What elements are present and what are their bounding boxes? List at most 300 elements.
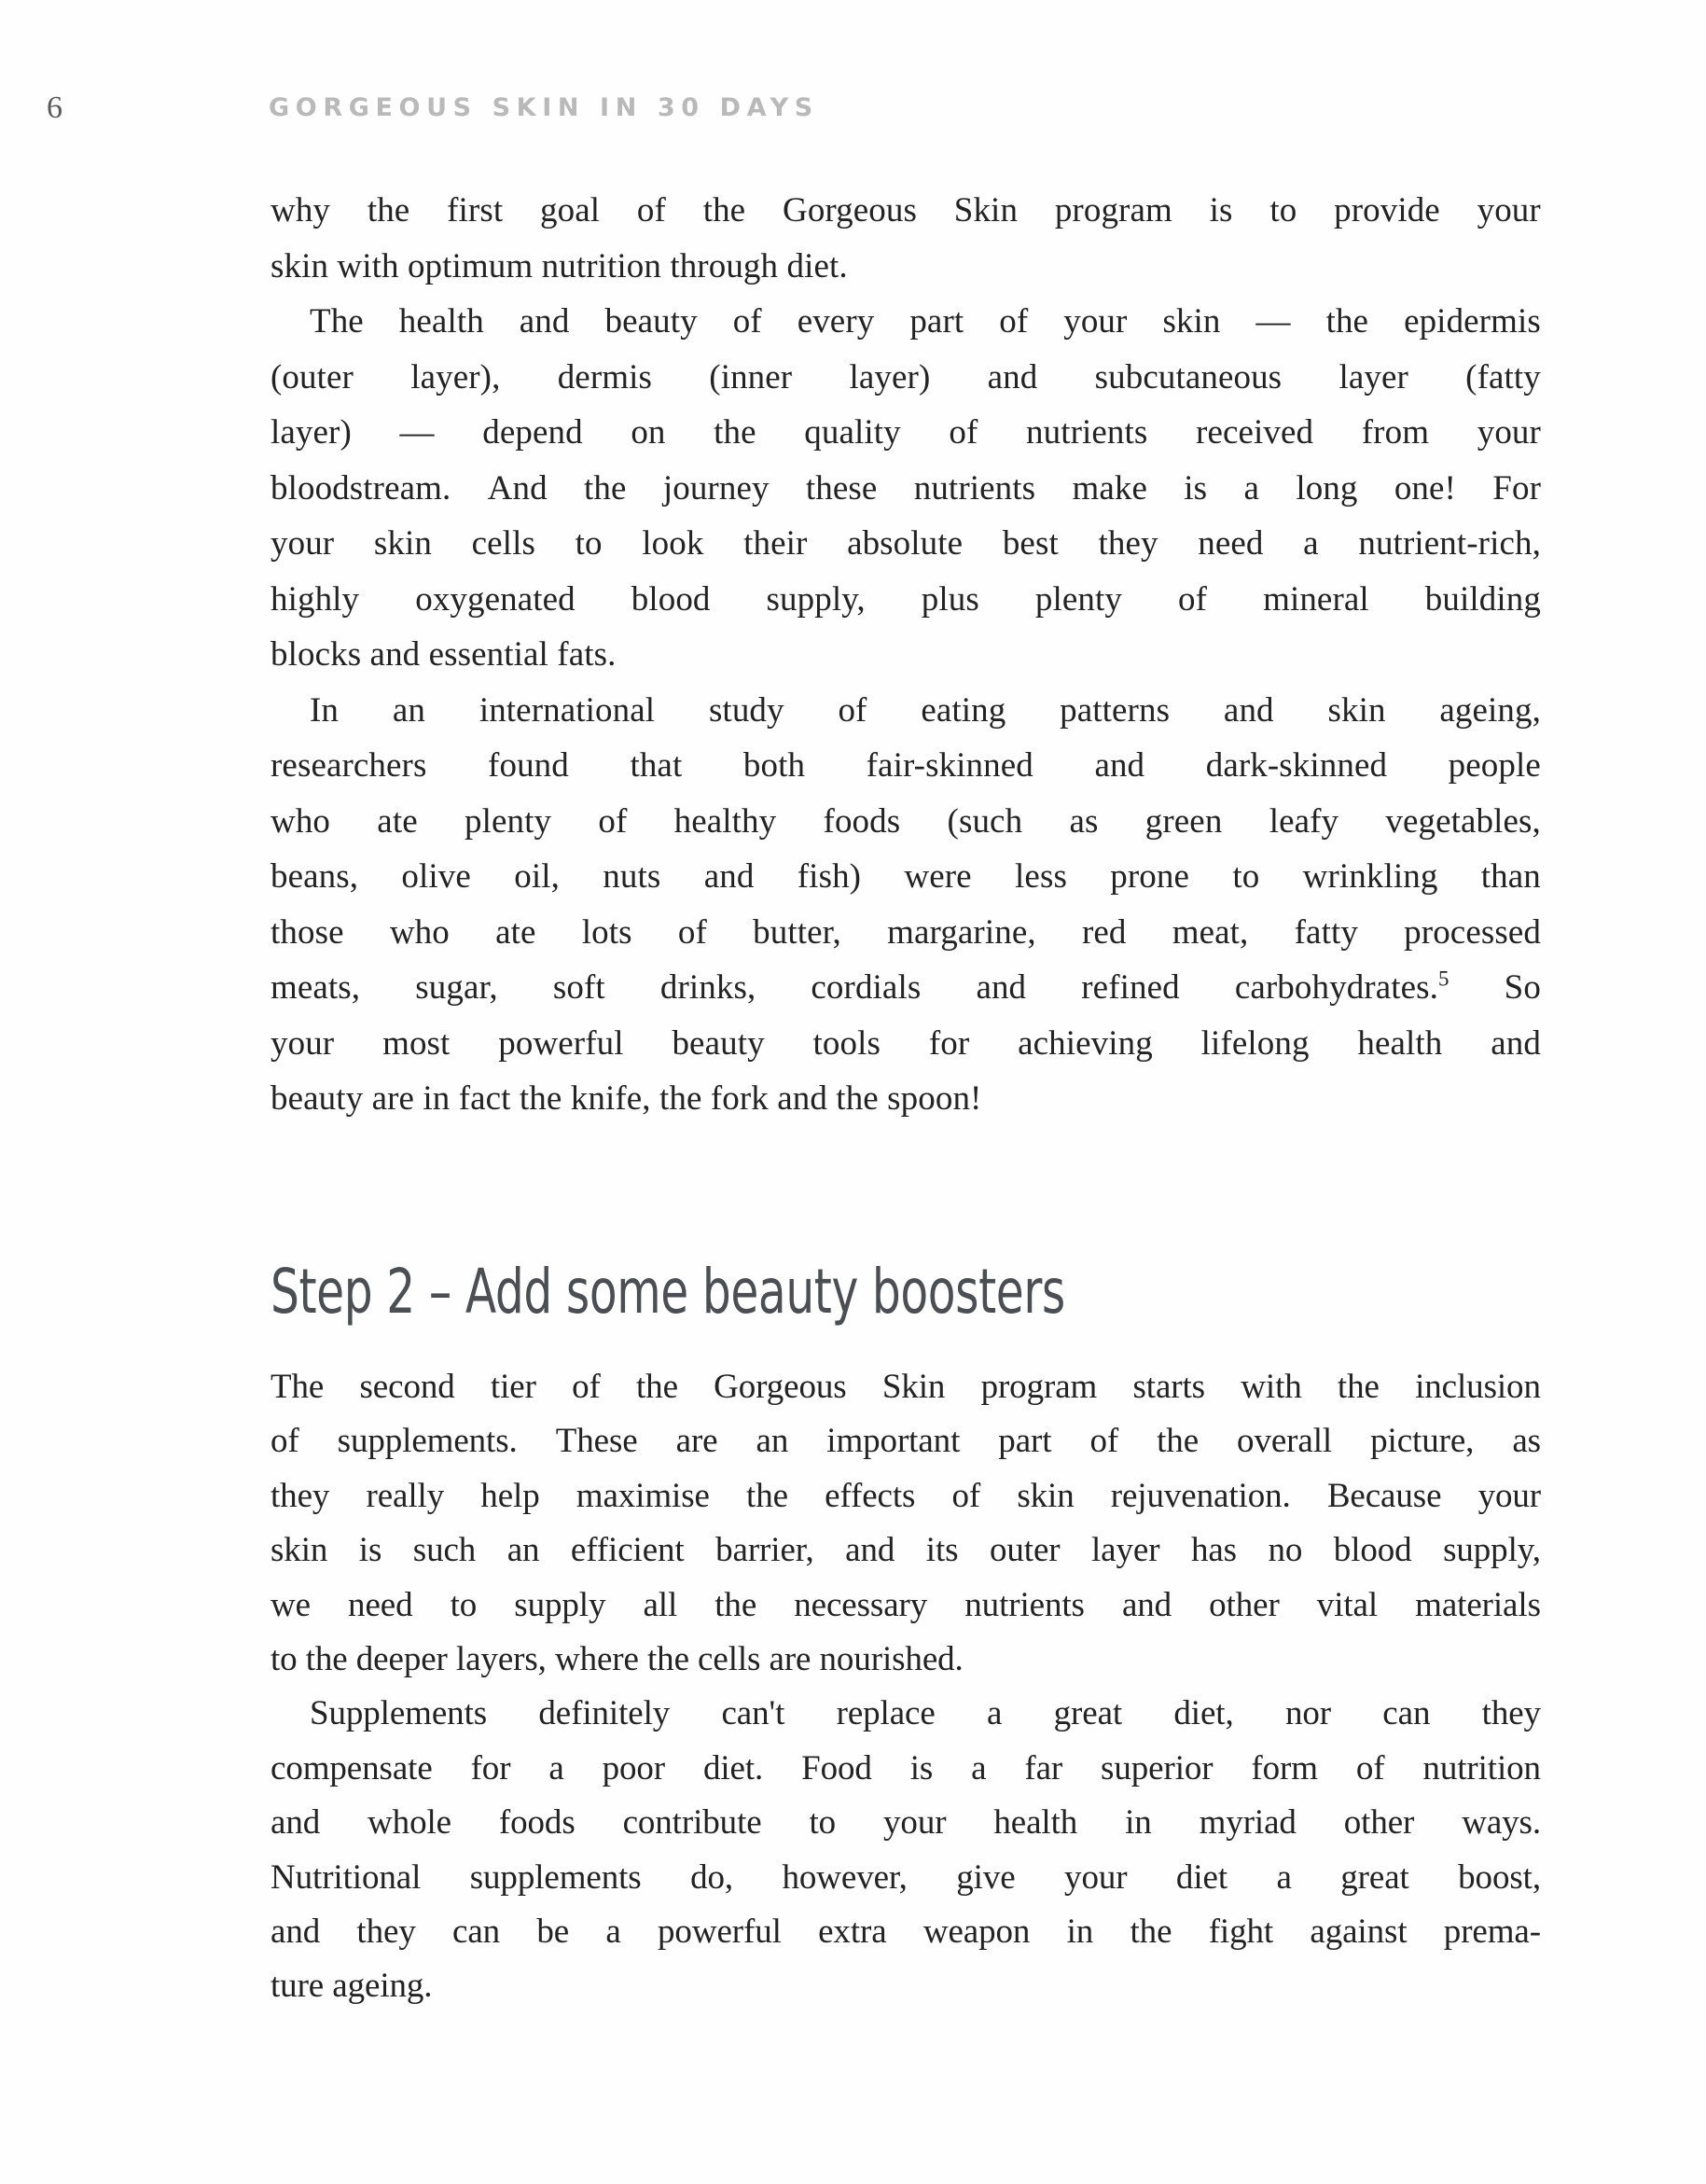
word: building	[1424, 579, 1541, 619]
word: nutrient-rich,	[1358, 524, 1541, 563]
word: a	[1303, 524, 1319, 563]
word: extra	[818, 1913, 887, 1952]
word: a	[987, 1694, 1003, 1733]
word: oil,	[514, 857, 560, 896]
word: supplements.	[337, 1422, 518, 1461]
word: people	[1448, 746, 1541, 785]
word: The	[310, 302, 364, 341]
section-two-body	[270, 1360, 1541, 2014]
text-line	[270, 1959, 1541, 2013]
word: effects	[825, 1476, 916, 1515]
word: the	[714, 413, 756, 452]
word: And	[487, 468, 548, 508]
word: great	[1053, 1694, 1123, 1733]
text-line	[270, 294, 1541, 350]
word: program	[1054, 191, 1172, 230]
word: your	[1477, 413, 1541, 452]
word: of	[999, 302, 1029, 341]
word: Food	[801, 1748, 872, 1788]
word: they	[1098, 524, 1158, 563]
word: vital	[1316, 1585, 1379, 1624]
word: nutrients	[913, 468, 1036, 508]
word: absolute	[847, 524, 964, 563]
text-line	[270, 849, 1541, 905]
page-number: 6	[47, 90, 62, 125]
word: they	[1481, 1694, 1541, 1733]
word: plenty	[1034, 579, 1122, 619]
word: and	[1094, 746, 1145, 785]
word: look	[642, 524, 704, 563]
word: is	[358, 1531, 382, 1570]
word: do,	[690, 1857, 734, 1897]
word: highly	[270, 579, 360, 619]
word: Skin	[953, 191, 1019, 230]
word: in	[1066, 1913, 1094, 1952]
word: is	[909, 1748, 934, 1788]
word: refined	[1081, 968, 1180, 1007]
word: from	[1361, 413, 1430, 452]
word: (inner	[709, 357, 793, 396]
word: layer	[1091, 1531, 1160, 1570]
word: So	[1504, 968, 1541, 1007]
word: butter,	[753, 912, 841, 952]
word: who	[270, 801, 331, 841]
word: powerful	[658, 1913, 782, 1952]
word: replace	[836, 1694, 936, 1733]
word: other	[1343, 1803, 1415, 1843]
text-line	[270, 794, 1541, 850]
footnote-marker: 5	[1438, 967, 1449, 991]
word: form	[1251, 1748, 1318, 1788]
line-text: blocks and essential fats.	[270, 635, 617, 674]
word: weapon	[922, 1913, 1031, 1952]
word: an	[756, 1422, 789, 1461]
word: patterns	[1060, 690, 1171, 730]
word: foods	[498, 1803, 576, 1843]
line-text: ture ageing.	[270, 1967, 433, 2006]
word: and	[987, 357, 1038, 396]
word: lots	[581, 912, 632, 952]
word: the	[714, 1585, 757, 1624]
word: fatty	[1294, 912, 1358, 952]
word: nor	[1284, 1694, 1331, 1733]
word: layer	[1338, 357, 1408, 396]
word: diet.	[702, 1748, 764, 1788]
text-line	[270, 1687, 1541, 1741]
word: study	[708, 690, 784, 730]
word: for	[470, 1748, 511, 1788]
word: drinks,	[659, 968, 756, 1007]
word: diet	[1175, 1857, 1228, 1897]
word: to	[809, 1803, 837, 1843]
word: superior	[1101, 1748, 1214, 1788]
word: In	[310, 690, 340, 730]
word: margarine,	[887, 912, 1036, 952]
word: beans,	[270, 857, 359, 896]
step-heading: Step 2 – Add some beauty boosters	[270, 1256, 1065, 1328]
word: your	[883, 1803, 947, 1843]
word: ate	[495, 912, 536, 952]
word: give	[956, 1857, 1016, 1897]
word: healthy	[673, 801, 777, 841]
word: For	[1492, 468, 1541, 508]
word: the	[746, 1476, 788, 1515]
word: and	[703, 857, 755, 896]
word: the	[635, 1368, 678, 1406]
word: that	[630, 746, 683, 785]
word: of	[951, 1476, 981, 1515]
text-line	[270, 1633, 1541, 1687]
word: fair-skinned	[866, 746, 1033, 785]
text-line	[270, 960, 1541, 1016]
word: a	[605, 1913, 621, 1952]
word: epidermis	[1404, 302, 1541, 341]
text-line	[270, 1414, 1541, 1468]
word: powerful	[498, 1023, 624, 1063]
word: plus	[921, 579, 979, 619]
text-line	[270, 405, 1541, 461]
word: of	[270, 1422, 299, 1461]
word: can	[1382, 1694, 1431, 1733]
word: fight	[1208, 1913, 1274, 1952]
text-line	[270, 1796, 1541, 1850]
word: supply	[514, 1585, 606, 1624]
word: of	[636, 191, 666, 230]
word: and	[270, 1913, 321, 1952]
word: such	[412, 1531, 477, 1570]
word: These	[555, 1422, 638, 1461]
word: the	[1130, 1913, 1172, 1952]
word: the	[702, 191, 746, 230]
word: olive	[401, 857, 471, 896]
word: supply,	[1443, 1531, 1541, 1570]
word: vegetables,	[1385, 801, 1541, 841]
word: need	[1198, 524, 1264, 563]
word: health	[993, 1803, 1078, 1843]
line-text: to the deeper layers, where the cells are nourished.	[270, 1640, 964, 1679]
word: make	[1072, 468, 1147, 508]
word: processed	[1404, 912, 1541, 952]
word: and	[1121, 1585, 1172, 1624]
word: on	[631, 413, 666, 452]
word: achieving	[1018, 1023, 1153, 1063]
word: subcutaneous	[1094, 357, 1283, 396]
word: these	[805, 468, 878, 508]
text-line	[270, 1523, 1541, 1578]
word: part	[909, 302, 964, 341]
word: than	[1480, 857, 1541, 896]
word: Because	[1326, 1476, 1442, 1515]
text-line	[270, 183, 1541, 239]
word: whole	[368, 1803, 451, 1843]
word: to	[1232, 857, 1260, 896]
word: nutrients	[1026, 413, 1148, 452]
word: is	[1209, 191, 1233, 230]
word: skin	[1017, 1476, 1075, 1515]
section-one-body	[270, 183, 1541, 1127]
word: picture,	[1370, 1422, 1475, 1461]
word: of	[1355, 1748, 1385, 1788]
word: Skin	[881, 1368, 946, 1406]
word: against	[1310, 1913, 1408, 1952]
word: skin	[1162, 302, 1221, 341]
word: of	[677, 912, 707, 952]
word: starts	[1132, 1368, 1205, 1406]
word: all	[643, 1585, 678, 1624]
word: prone	[1110, 857, 1190, 896]
word: one!	[1394, 468, 1456, 508]
word: are	[675, 1422, 718, 1461]
word: wrinkling	[1302, 857, 1438, 896]
word: —	[1255, 302, 1291, 341]
word: prema-	[1443, 1913, 1541, 1952]
word: long	[1296, 468, 1358, 508]
word: a	[548, 1748, 564, 1788]
word: mineral	[1263, 579, 1369, 619]
word: far	[1024, 1748, 1063, 1788]
word: second	[359, 1368, 455, 1406]
word: can't	[721, 1694, 785, 1733]
word: rejuvenation.	[1110, 1476, 1291, 1515]
text-line	[270, 350, 1541, 406]
word: best	[1002, 524, 1059, 563]
word: fish)	[797, 857, 862, 896]
word: skin	[270, 1531, 328, 1570]
word: in	[1125, 1803, 1152, 1843]
word: nutrients	[964, 1585, 1085, 1624]
word: supplements	[469, 1857, 642, 1897]
word: ways.	[1462, 1803, 1541, 1843]
word: for	[928, 1023, 970, 1063]
word: to	[575, 524, 603, 563]
text-line	[270, 572, 1541, 628]
word: skin	[1327, 690, 1386, 730]
word: need	[348, 1585, 413, 1624]
word: your	[270, 1023, 335, 1063]
word: eating	[921, 690, 1006, 730]
word: overall	[1237, 1422, 1333, 1461]
word: Supplements	[310, 1694, 488, 1733]
line-text: skin with optimum nutrition through diet.	[270, 246, 848, 285]
word: of	[732, 302, 762, 341]
text-line	[270, 1742, 1541, 1796]
word: part	[998, 1422, 1052, 1461]
word: myriad	[1199, 1803, 1297, 1843]
word: no	[1268, 1531, 1303, 1570]
word: and	[1223, 690, 1274, 730]
text-line	[270, 1579, 1541, 1633]
word: (outer	[270, 357, 354, 396]
word: dark-skinned	[1205, 746, 1388, 785]
word: to	[1269, 191, 1297, 230]
text-line	[270, 516, 1541, 572]
word: cells	[471, 524, 535, 563]
word: to	[450, 1585, 478, 1624]
word: other	[1209, 1585, 1280, 1624]
word: both	[742, 746, 806, 785]
word: oxygenated	[415, 579, 576, 619]
text-line	[270, 905, 1541, 961]
word: leafy	[1269, 801, 1339, 841]
word: your	[1064, 1857, 1128, 1897]
word: necessary	[794, 1585, 928, 1624]
word: as	[1069, 801, 1099, 841]
word: layer),	[410, 357, 501, 396]
word: they	[270, 1476, 330, 1515]
word: your	[1477, 191, 1541, 230]
word: Nutritional	[270, 1857, 422, 1897]
word: were	[904, 857, 972, 896]
word: diet,	[1173, 1694, 1234, 1733]
text-line	[270, 683, 1541, 739]
word: a	[971, 1748, 987, 1788]
word: sugar,	[415, 968, 498, 1007]
word: supply,	[766, 579, 866, 619]
word: a	[1276, 1857, 1292, 1897]
word: found	[488, 746, 569, 785]
word: international	[479, 690, 656, 730]
word: outer	[989, 1531, 1061, 1570]
word: with	[1241, 1368, 1302, 1406]
word: layer)	[270, 413, 352, 452]
word: less	[1015, 857, 1067, 896]
word: —	[399, 413, 435, 452]
word: green	[1144, 801, 1223, 841]
word: depend	[482, 413, 583, 452]
word: meat,	[1172, 912, 1249, 952]
word: dermis	[557, 357, 653, 396]
word: we	[270, 1585, 311, 1624]
word: bloodstream.	[270, 468, 451, 508]
word: and	[519, 302, 570, 341]
word: Gorgeous	[714, 1368, 847, 1406]
text-line	[270, 627, 1541, 683]
word: and	[1491, 1023, 1541, 1063]
word: the	[1325, 302, 1369, 341]
word: the	[367, 191, 410, 230]
text-line	[270, 239, 1541, 295]
word: their	[743, 524, 808, 563]
word: meats,	[270, 968, 361, 1007]
word: blood	[1333, 1531, 1412, 1570]
word: of	[572, 1368, 601, 1406]
word: (such	[947, 801, 1023, 841]
word: your	[1477, 1476, 1541, 1515]
word: red	[1081, 912, 1127, 952]
word: plenty	[465, 801, 552, 841]
word: ageing,	[1439, 690, 1541, 730]
word: has	[1190, 1531, 1237, 1570]
running-head-title: GORGEOUS SKIN IN 30 DAYS	[269, 93, 819, 122]
word: of	[838, 690, 867, 730]
word: your	[270, 524, 335, 563]
word: definitely	[538, 1694, 671, 1733]
word: researchers	[270, 746, 427, 785]
word: inclusion	[1415, 1368, 1541, 1406]
text-line	[270, 738, 1541, 794]
word: first	[447, 191, 504, 230]
line-text: beauty are in fact the knife, the fork and the spoon!	[270, 1079, 982, 1118]
word: layer)	[849, 357, 931, 396]
word: (fatty	[1465, 357, 1541, 396]
word: why	[270, 191, 331, 230]
word: journey	[662, 468, 770, 508]
word: can	[452, 1913, 501, 1952]
word: The	[270, 1368, 325, 1406]
word: nuts	[603, 857, 661, 896]
word: of	[1089, 1422, 1119, 1461]
word: help	[480, 1476, 540, 1515]
word: most	[382, 1023, 451, 1063]
word: materials	[1415, 1585, 1541, 1624]
word: the	[584, 468, 627, 508]
word: tools	[812, 1023, 881, 1063]
word: be	[536, 1913, 570, 1952]
word: beauty	[604, 302, 698, 341]
word: your	[1063, 302, 1128, 341]
word: program	[980, 1368, 1098, 1406]
word: however,	[782, 1857, 908, 1897]
word: great	[1340, 1857, 1409, 1897]
word: beauty	[672, 1023, 765, 1063]
word: they	[356, 1913, 416, 1952]
word: tier	[490, 1368, 536, 1406]
text-line	[270, 1360, 1541, 1414]
word: the	[1337, 1368, 1380, 1406]
word: of	[949, 413, 978, 452]
text-line	[270, 1016, 1541, 1072]
text-line	[270, 1469, 1541, 1523]
word: and	[270, 1803, 321, 1843]
word: is	[1184, 468, 1208, 508]
word: efficient	[570, 1531, 685, 1570]
word: as	[1512, 1422, 1541, 1461]
word: lifelong	[1200, 1023, 1310, 1063]
word: every	[797, 302, 875, 341]
word: blood	[631, 579, 711, 619]
text-line	[270, 1851, 1541, 1905]
word: cordials	[811, 968, 922, 1007]
word: of	[598, 801, 628, 841]
word: boost,	[1458, 1857, 1541, 1897]
word: skin	[373, 524, 432, 563]
word: and	[845, 1531, 895, 1570]
word: Gorgeous	[783, 191, 917, 230]
word: foods	[823, 801, 901, 841]
text-line	[270, 1071, 1541, 1127]
word: important	[826, 1422, 961, 1461]
word: provide	[1334, 191, 1440, 230]
word: quality	[804, 413, 901, 452]
word: nutrition	[1422, 1748, 1541, 1788]
word: those	[270, 912, 344, 952]
word: poor	[602, 1748, 666, 1788]
word: goal	[540, 191, 601, 230]
word: who	[389, 912, 450, 952]
word: barrier,	[715, 1531, 814, 1570]
word: soft	[552, 968, 605, 1007]
word: of	[1178, 579, 1208, 619]
word: a	[1243, 468, 1260, 508]
word: health	[1357, 1023, 1443, 1063]
running-head	[0, 90, 1706, 136]
word: its	[925, 1531, 959, 1570]
word: an	[506, 1531, 540, 1570]
word: and	[976, 968, 1027, 1007]
word: received	[1196, 413, 1314, 452]
word: compensate	[270, 1748, 433, 1788]
word: ate	[377, 801, 418, 841]
